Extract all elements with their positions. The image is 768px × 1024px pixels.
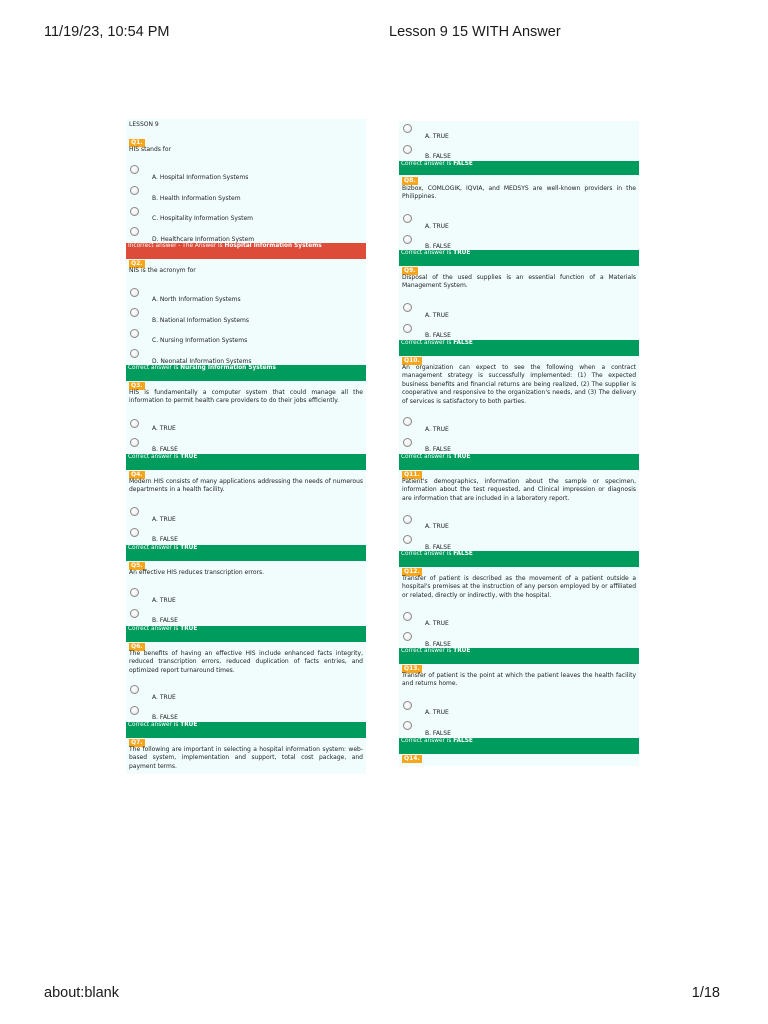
question-text: Modern HIS consists of many applications addressing the needs of numerous departments in a health facility. [129,478,363,494]
question-text: The following are important in selecting a hospital information system: web-based system, implementation and support, total cost package, and payment terms. [129,746,363,770]
feedback-prefix: Correct answer is [401,161,452,167]
radio-option-a[interactable] [130,288,139,297]
question-text: NIS is the acronym for [129,267,196,274]
option-label-b: B. FALSE [152,536,178,543]
radio-option-a[interactable] [130,165,139,174]
option-label-b: B. FALSE [152,714,178,721]
lesson-title: LESSON 9 [129,121,159,128]
feedback-answer: TRUE [180,722,198,728]
radio-option-b[interactable] [403,535,412,544]
radio-option-c[interactable] [130,207,139,216]
radio-option-a[interactable] [403,701,412,710]
radio-option-a[interactable] [403,417,412,426]
question-number-badge: Q7. [131,739,143,746]
option-label-a: A. TRUE [425,223,449,230]
question-text: HIS stands for [129,146,172,153]
radio-option-d[interactable] [130,227,139,236]
answer-feedback-correct [126,626,366,642]
feedback-prefix: Correct answer is [128,545,179,551]
feedback-prefix: Correct answer is [401,340,452,346]
print-header [44,24,720,42]
question-number-badge: Q9. [404,267,416,274]
question-number-badge: Q10. [404,357,420,364]
feedback-prefix: Correct answer is [401,648,452,654]
question-text: An organization can expect to see the following when a contract management strategy is successfully implemented: (1) The expected business benefits and financial returns are being realized, (2) The supplier is cooperative and responsive to the organization's needs, and (3) The delivery of services is satisfactory to both parties. [402,364,636,405]
answer-feedback-correct [126,365,366,381]
question-number-badge: Q3. [131,382,143,389]
option-label-d: D. Healthcare Information System [152,236,255,243]
question-text: An effective HIS reduces transcription errors. [129,569,265,576]
question-text: Transfer of patient is the point at which the patient leaves the health facility and returns home. [402,672,636,688]
radio-option-a[interactable] [130,419,139,428]
question-number-badge: Q11. [404,471,420,478]
option-label-b: B. FALSE [425,153,451,160]
answer-feedback-correct [399,250,639,266]
radio-option-a[interactable] [403,303,412,312]
option-label-c: C. Nursing Information Systems [152,337,248,344]
feedback-prefix: Correct answer is [128,626,179,632]
radio-option-a[interactable] [403,612,412,621]
radio-option-d[interactable] [130,349,139,358]
feedback-answer: TRUE [180,545,198,551]
feedback-answer: TRUE [453,250,471,256]
answer-feedback-correct [126,545,366,561]
feedback-answer: Nursing Information Systems [180,365,276,371]
option-label-a: A. TRUE [425,312,449,319]
feedback-answer: TRUE [453,648,471,654]
radio-option-b[interactable] [403,438,412,447]
option-label-c: C. Hospitality Information System [152,215,253,222]
radio-option-b[interactable] [403,721,412,730]
radio-option-a[interactable] [403,214,412,223]
question-text: HIS is fundamentally a computer system that could manage all the information to permit health care providers to do their jobs efficiently. [129,389,363,405]
option-label-b: B. FALSE [152,446,178,453]
feedback-prefix: Correct answer is [128,454,179,460]
radio-option-b[interactable] [130,186,139,195]
answer-feedback-correct [399,648,639,664]
print-footer [44,985,720,1003]
option-label-a: A. TRUE [425,133,449,140]
answer-feedback-incorrect [126,243,366,259]
answer-feedback-correct [399,551,639,567]
feedback-answer: FALSE [453,161,473,167]
radio-option-a[interactable] [403,124,412,133]
feedback-answer: FALSE [453,551,473,557]
question-number-badge: Q13. [404,665,420,672]
radio-option-b[interactable] [403,145,412,154]
question-text: The benefits of having an effective HIS include enhanced facts integrity, reduced transcription errors, reduced duplication of facts entries, and optimized report turnaround times. [129,650,363,674]
answer-feedback-correct [399,454,639,470]
option-label-a: A. TRUE [425,426,449,433]
option-label-a: A. TRUE [152,425,176,432]
option-label-a: A. North Information Systems [152,296,241,303]
radio-option-a[interactable] [130,685,139,694]
option-label-a: A. TRUE [152,516,176,523]
option-label-b: B. National Information Systems [152,317,249,324]
option-label-b: B. FALSE [152,617,178,624]
radio-option-a[interactable] [403,515,412,524]
answer-feedback-correct [399,738,639,754]
radio-option-b[interactable] [403,632,412,641]
feedback-prefix: Incorrect answer - The Answer is [128,243,223,249]
feedback-answer: TRUE [453,454,471,460]
option-label-a: A. TRUE [152,694,176,701]
option-label-a: A. TRUE [152,597,176,604]
question-number-badge: Q6. [131,643,143,650]
option-label-b: B. FALSE [425,544,451,551]
option-label-a: A. TRUE [425,709,449,716]
quiz-column-right [399,121,639,766]
feedback-answer: FALSE [453,340,473,346]
print-timestamp: 11/19/23, 10:54 PM [44,24,170,40]
feedback-prefix: Correct answer is [401,454,452,460]
question-number-badge: Q4. [131,471,143,478]
question-number-badge: Q8. [404,177,416,184]
answer-feedback-correct [126,722,366,738]
feedback-prefix: Correct answer is [128,365,179,371]
option-label-a: A. TRUE [425,523,449,530]
feedback-prefix: Correct answer is [128,722,179,728]
radio-option-b[interactable] [403,324,412,333]
option-label-b: B. FALSE [425,730,451,737]
question-text: Patient's demographics, information about the sample or specimen, information about the test requested, and Clinical impression or diagnosis are information that are included in a laboratory report. [402,478,636,502]
radio-option-b[interactable] [130,528,139,537]
radio-option-b[interactable] [130,609,139,618]
answer-feedback-correct [126,454,366,470]
feedback-answer: Hospital Information Systems [224,243,322,249]
answer-feedback-correct [399,161,639,175]
feedback-prefix: Correct answer is [401,551,452,557]
question-number-badge: Q12. [404,568,420,575]
radio-option-a[interactable] [130,507,139,516]
radio-option-b[interactable] [130,438,139,447]
feedback-answer: TRUE [180,626,198,632]
question-text: Bizbox, COMLOGIK, IQVIA, and MEDSYS are well-known providers in the Philippines. [402,185,636,201]
radio-option-b[interactable] [130,308,139,317]
option-label-b: B. FALSE [425,446,451,453]
option-label-d: D. Neonatal Information Systems [152,358,252,365]
option-label-a: A. Hospital Information Systems [152,174,249,181]
quiz-column-left [126,119,366,774]
question-number-badge: Q14. [404,755,420,762]
option-label-b: B. Health Information System [152,195,241,202]
option-label-b: B. FALSE [425,243,451,250]
question-text: Disposal of the used supplies is an essential function of a Materials Management System. [402,274,636,290]
question-number-badge: Q5. [131,562,143,569]
feedback-prefix: Correct answer is [401,738,452,744]
feedback-answer: TRUE [180,454,198,460]
answer-feedback-correct [399,340,639,356]
question-number-badge: Q1. [131,139,143,146]
option-label-b: B. FALSE [425,641,451,648]
option-label-a: A. TRUE [425,620,449,627]
print-document-title: Lesson 9 15 WITH Answer [389,24,561,40]
radio-option-c[interactable] [130,329,139,338]
radio-option-b[interactable] [403,235,412,244]
print-page-number: 1/18 [691,985,720,1001]
feedback-prefix: Correct answer is [401,250,452,256]
radio-option-b[interactable] [130,706,139,715]
print-url: about:blank [44,985,119,1001]
feedback-answer: FALSE [453,738,473,744]
question-number-badge: Q2. [131,260,143,267]
option-label-b: B. FALSE [425,332,451,339]
question-text: Transfer of patient is described as the movement of a patient outside a hospital's premises at the instruction of any person employed by or affiliated or related, directly or indirectly, with the hospital. [402,575,636,599]
radio-option-a[interactable] [130,588,139,597]
